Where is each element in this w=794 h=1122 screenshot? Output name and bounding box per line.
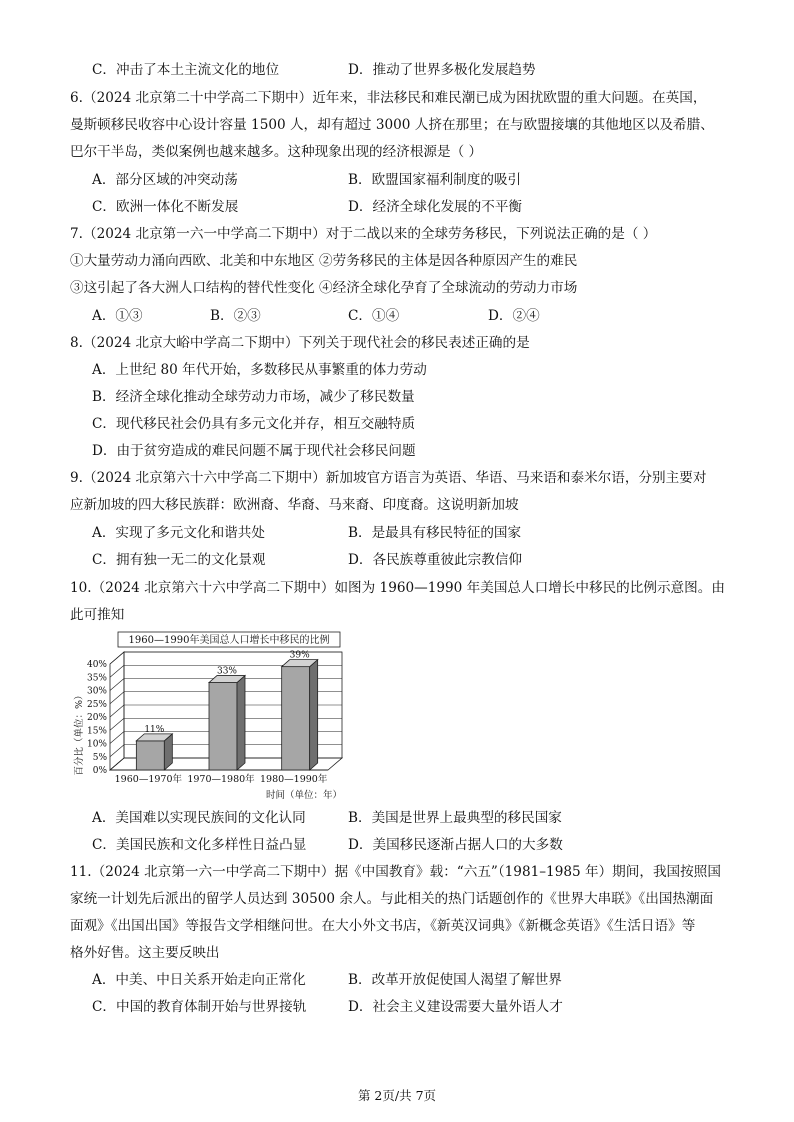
q6-option-d: D．经济全球化发展的不平衡	[348, 199, 523, 215]
q6-stem-line2: 曼斯顿移民收容中心设计容量 1500 人，却有超过 3000 人挤在那里；在与欧盟接壤的其他地区以及希腊、	[70, 117, 714, 133]
q10-stem-line2: 此可推知	[70, 607, 125, 623]
q7-statements-line1: ①大量劳动力涌向西欧、北美和中东地区 ②劳务移民的主体是因各种原因产生的难民	[70, 253, 578, 269]
chart-y-tick-label: 30%	[86, 686, 107, 697]
chart-y-tick-label: 25%	[86, 699, 107, 710]
chart-x-tick-label: 1960—1970年	[114, 774, 183, 785]
q10-option-c: C．美国民族和文化多样性日益凸显	[92, 837, 307, 853]
chart-bar	[282, 667, 310, 770]
chart-data-label: 33%	[216, 666, 238, 677]
q7-option-b: B．②③	[210, 308, 261, 324]
q11-option-c: C．中国的教育体制开始与世界接轨	[92, 999, 307, 1015]
chart-gridline-side	[110, 758, 124, 770]
q10-option-a: A．美国难以实现民族间的文化认同	[92, 810, 306, 826]
q11-stem-line2: 家统一计划先后派出的留学人员达到 30500 余人。与此相关的热门话题创作的《世界大串联》《出国热潮面	[70, 891, 714, 907]
q8-option-c: C．现代移民社会仍具有多元文化并存，相互交融特质	[92, 416, 416, 432]
q8-stem-line1: 8.（2024 北京大峪中学高二下期中）下列关于现代社会的移民表述正确的是	[70, 335, 530, 351]
chart-x-axis-label: 时间（单位：年）	[265, 790, 343, 801]
chart-gridline-side	[110, 652, 124, 664]
q6-stem-line3: 巴尔干半岛，类似案例也越来越多。这种现象出现的经济根源是（ ）	[70, 144, 483, 160]
q8-option-b: B．经济全球化推动全球劳动力市场，减少了移民数量	[92, 389, 415, 405]
q9-option-b: B．是最具有移民特征的国家	[348, 525, 522, 541]
q11-stem-line3: 面观》《出国出国》等报告文学相继问世。在大小外文书店，《新英汉词典》《新概念英语》《生活日语》等	[70, 918, 696, 934]
chart-y-tick-label: 5%	[92, 752, 107, 763]
chart-data-label: 39%	[289, 650, 310, 661]
chart-gridline-side	[110, 705, 124, 717]
q7-stem-line1: 7.（2024 北京第一六一中学高二下期中）对于二战以来的全球劳务移民，下列说法正确的是（ ）	[70, 226, 657, 242]
q11-stem-line4: 格外好售。这主要反映出	[70, 945, 220, 961]
q7-option-d: D．②④	[488, 308, 540, 324]
chart-bar-side	[310, 660, 318, 770]
chart-y-tick-label: 15%	[86, 726, 107, 737]
q6-stem-line1: 6.（2024 北京第二十中学高二下期中）近年来，非法移民和难民潮已成为困扰欧盟的重大问题。在英国，	[70, 90, 707, 106]
q11-option-d: D．社会主义建设需要大量外语人才	[348, 999, 563, 1015]
q9-stem-line2: 应新加坡的四大移民族群：欧洲裔、华裔、马来裔、印度裔。这说明新加坡	[70, 497, 519, 513]
chart-gridline-side	[110, 732, 124, 744]
chart-gridline-side	[110, 718, 124, 730]
q7-statements-line2: ③这引起了各大洲人口结构的替代性变化 ④经济全球化孕育了全球流动的劳动力市场	[70, 280, 578, 296]
chart-y-tick-label: 20%	[86, 713, 107, 723]
chart-bar-side	[237, 676, 245, 770]
q9-stem-line1: 9.（2024 北京第六十六中学高二下期中）新加坡官方语言为英语、华语、马来语和泰米尔语，分别主要对	[70, 470, 707, 486]
chart-bar	[136, 741, 164, 770]
page-footer: 第 2页/共 7页	[357, 1088, 437, 1103]
q11-option-a: A．中美、中日关系开始走向正常化	[92, 972, 306, 988]
immigration-bar-chart	[70, 630, 360, 802]
chart-gridline-side	[110, 679, 124, 691]
q8-option-d: D．由于贫穷造成的难民问题不属于现代社会移民问题	[92, 443, 416, 459]
chart-gridline-side	[110, 745, 124, 757]
q9-option-a: A．实现了多元文化和谐共处	[92, 525, 265, 541]
q6-option-b: B．欧盟国家福利制度的吸引	[348, 172, 522, 188]
chart-x-tick-label: 1980—1990年	[259, 774, 328, 785]
q6-option-a: A．部分区域的冲突动荡	[92, 172, 238, 188]
q9-option-c: C．拥有独一无二的文化景观	[92, 552, 266, 568]
q10-option-d: D．美国移民逐渐占据人口的大多数	[348, 837, 563, 853]
chart-bar	[209, 683, 237, 770]
q11-option-b: B．改革开放促使国人渴望了解世界	[348, 972, 562, 988]
q8-option-a: A．上世纪 80 年代开始，多数移民从事繁重的体力劳动	[92, 362, 427, 378]
chart-title: 1960—1990年美国总人口增长中移民的比例	[128, 635, 330, 646]
q10-stem-line1: 10.（2024 北京第六十六中学高二下期中）如图为 1960—1990 年美国总人口增长中移民的比例示意图。由	[70, 580, 725, 596]
chart-y-tick-label: 0%	[92, 766, 107, 776]
q5-option-c: C．冲击了本土主流文化的地位	[92, 62, 280, 78]
q9-option-d: D．各民族尊重彼此宗教信仰	[348, 552, 523, 568]
q7-option-a: A．①③	[92, 308, 143, 324]
q5-option-d: D．推动了世界多极化发展趋势	[348, 62, 536, 78]
chart-y-tick-label: 10%	[86, 739, 107, 750]
chart-y-tick-label: 40%	[86, 660, 107, 670]
q11-stem-line1: 11.（2024 北京第一六一中学高二下期中）据《中国教育》载：“六五”（1981–1985 年）期间，我国按照国	[70, 864, 721, 880]
q7-option-c: C．①④	[348, 308, 400, 324]
chart-gridline-side	[110, 665, 124, 677]
chart-gridline-side	[110, 692, 124, 704]
q6-option-c: C．欧洲一体化不断发展	[92, 199, 239, 215]
chart-y-tick-label: 35%	[86, 673, 107, 684]
chart-x-tick-label: 1970—1980年	[187, 774, 255, 785]
q10-option-b: B．美国是世界上最典型的移民国家	[348, 810, 562, 826]
chart-y-axis-label: 百分比（单位：%）	[74, 690, 85, 776]
chart-data-label: 11%	[144, 724, 165, 735]
